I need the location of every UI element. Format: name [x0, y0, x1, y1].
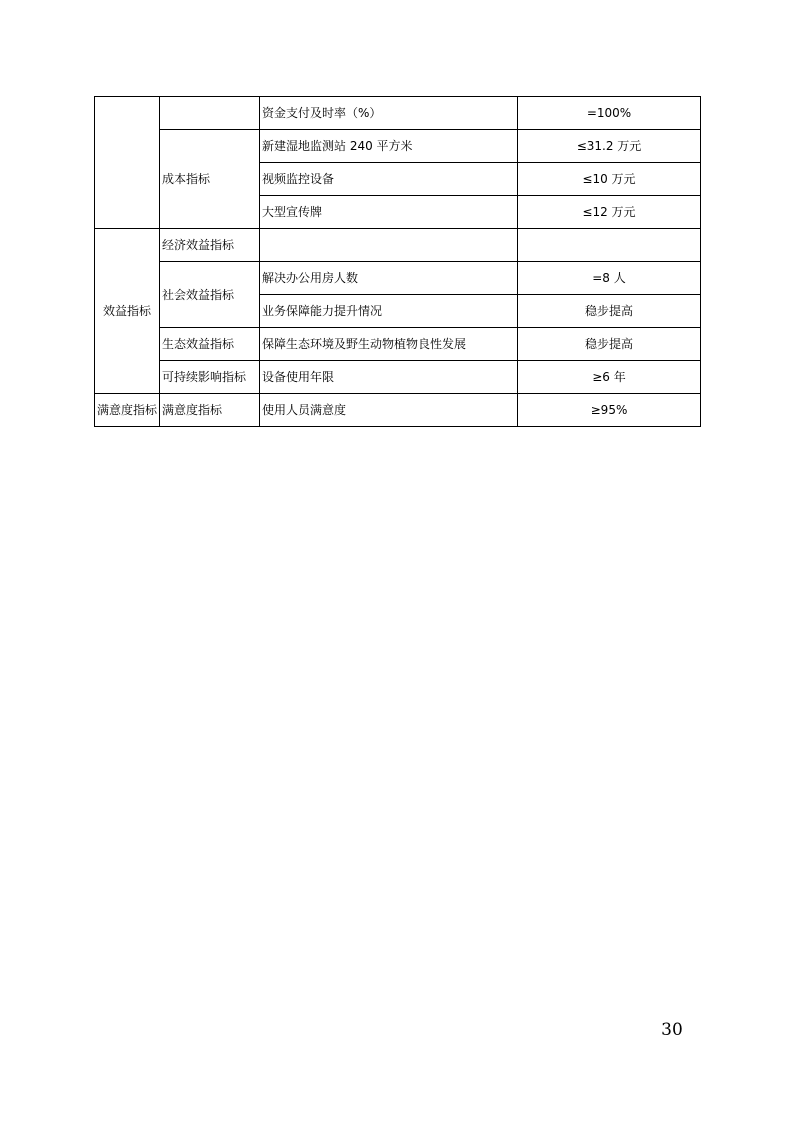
- table-cell-subcategory: [160, 97, 260, 130]
- table-cell-subcategory: 可持续影响指标: [160, 361, 260, 394]
- table-cell-indicator: 保障生态环境及野生动物植物良性发展: [260, 328, 518, 361]
- table-cell-subcategory: 成本指标: [160, 130, 260, 229]
- table-cell-indicator: 新建湿地监测站 240 平方米: [260, 130, 518, 163]
- table-cell-value: =100%: [518, 97, 701, 130]
- table-cell-indicator: 解决办公用房人数: [260, 262, 518, 295]
- table-cell-value: 稳步提高: [518, 328, 701, 361]
- page-number: 30: [661, 1020, 683, 1040]
- table-cell-indicator: 业务保障能力提升情况: [260, 295, 518, 328]
- table-cell-value: ≤12 万元: [518, 196, 701, 229]
- table-cell-indicator: 大型宣传牌: [260, 196, 518, 229]
- table-cell-value: 稳步提高: [518, 295, 701, 328]
- table-cell-subcategory: 经济效益指标: [160, 229, 260, 262]
- table-cell-subcategory: 生态效益指标: [160, 328, 260, 361]
- table-row: [95, 97, 701, 130]
- table-cell-indicator: [260, 229, 518, 262]
- table-cell-value: ≤31.2 万元: [518, 130, 701, 163]
- table-row: [95, 394, 701, 427]
- performance-indicator-table: [94, 96, 701, 427]
- table-row: [95, 361, 701, 394]
- table-cell-indicator: 使用人员满意度: [260, 394, 518, 427]
- table-cell-value: ≥6 年: [518, 361, 701, 394]
- table-cell-value: [518, 229, 701, 262]
- table-cell-value: ≥95%: [518, 394, 701, 427]
- table-row: [95, 229, 701, 262]
- table-cell-subcategory: 社会效益指标: [160, 262, 260, 328]
- table-cell-category: [95, 97, 160, 229]
- table-row: [95, 130, 701, 163]
- table-cell-value: =8 人: [518, 262, 701, 295]
- table-row: [95, 328, 701, 361]
- table-cell-category: 满意度指标: [95, 394, 160, 427]
- table-cell-category: 效益指标: [95, 229, 160, 394]
- table-cell-subcategory: 满意度指标: [160, 394, 260, 427]
- table-cell-indicator: 资金支付及时率（%）: [260, 97, 518, 130]
- table-cell-indicator: 设备使用年限: [260, 361, 518, 394]
- table-cell-value: ≤10 万元: [518, 163, 701, 196]
- table-row: [95, 262, 701, 295]
- table-cell-indicator: 视频监控设备: [260, 163, 518, 196]
